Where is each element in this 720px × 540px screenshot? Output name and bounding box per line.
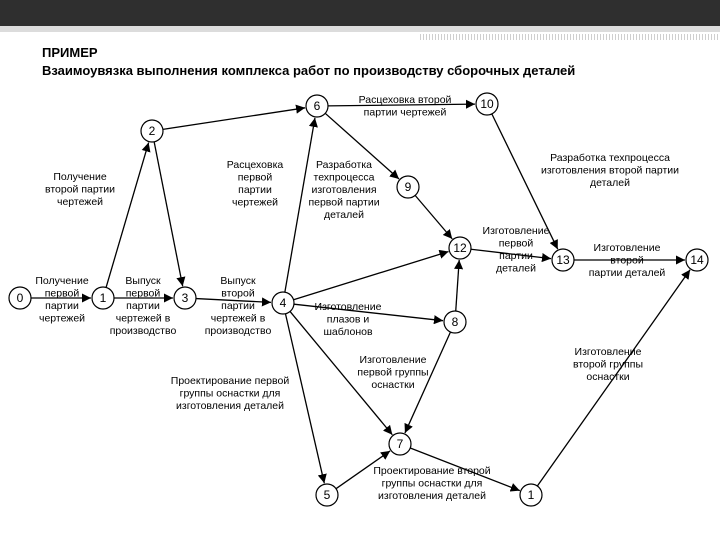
edge-label-line: Изготовление: [482, 225, 550, 237]
edge-label-7-11: [373, 465, 490, 502]
edge-2-6: [163, 108, 305, 130]
node-5: [316, 484, 338, 506]
edge-label-line: первой группы: [357, 366, 429, 379]
edge-label-line: деталей: [324, 209, 364, 221]
edge-label-line: партии: [126, 300, 160, 312]
edge-label-6-10: [359, 94, 452, 119]
node-label: 3: [181, 291, 189, 305]
node-14: [686, 249, 708, 271]
edge-label-line: чертежей: [56, 196, 104, 208]
node-label: 0: [16, 291, 24, 305]
node-0: [9, 287, 31, 309]
edge-label-line: изготовления второй партии: [540, 164, 680, 177]
edge-label-line: изготовления деталей: [378, 490, 486, 502]
edge-9-12: [415, 195, 452, 238]
node-8: [444, 311, 466, 333]
edge-label-line: плазов и: [326, 313, 370, 326]
edge-label-4-6: [227, 159, 284, 209]
node-label: 7: [396, 437, 404, 451]
edge-label-line: Расцеховка: [226, 159, 284, 171]
node-2: [141, 120, 163, 142]
edge-label-line: Изготовление: [574, 346, 642, 358]
edge-label-line: Разработка техпроцесса: [550, 152, 670, 164]
node-11: [520, 484, 542, 506]
edge-label-11-14: [573, 346, 643, 383]
node-label: 1: [527, 488, 535, 502]
edge-label-line: Проектирование второй: [373, 465, 491, 477]
edge-label-line: второй партии: [44, 183, 116, 196]
edge-label-line: партии: [221, 300, 255, 312]
node-label: 4: [279, 296, 287, 310]
node-6: [306, 95, 328, 117]
edge-label-line: техпроцесса: [313, 171, 375, 184]
page-title: ПРИМЕР: [42, 45, 98, 60]
edge-label-line: чертежей: [231, 196, 279, 209]
node-label: 6: [313, 99, 321, 113]
edge-4-5: [285, 314, 324, 484]
edge-8-12: [456, 260, 459, 311]
edge-label-line: группы оснастки для: [381, 477, 483, 490]
node-9: [397, 176, 419, 198]
node-label: 12: [453, 241, 467, 255]
edge-label-line: первой: [498, 237, 534, 250]
node-label: 9: [404, 180, 412, 194]
edge-label-line: деталей: [496, 262, 536, 275]
edge-label-line: первой: [44, 287, 80, 300]
edge-label-line: группы оснастки для: [179, 387, 281, 400]
node-label: 13: [556, 253, 570, 267]
edge-label-line: партии: [45, 300, 79, 312]
edge-label-8-7: [357, 354, 428, 391]
edge-label-line: партии: [238, 184, 272, 196]
node-label: 14: [690, 253, 704, 267]
node-1: [92, 287, 114, 309]
node-12: [449, 237, 471, 259]
edge-label-line: производство: [109, 325, 177, 337]
edge-label-0-1: [35, 275, 89, 325]
edge-label-line: шаблонов: [323, 326, 373, 338]
edge-label-line: партии чертежей: [363, 106, 447, 119]
edge-label-1-3: [110, 275, 177, 337]
edge-label-line: второй: [221, 287, 255, 300]
edge-labels-layer: [35, 94, 679, 502]
edge-label-1-2: [45, 171, 115, 208]
edge-label-4-8: [315, 301, 382, 338]
node-13: [552, 249, 574, 271]
edge-2-3: [154, 142, 183, 286]
node-label: 5: [323, 488, 331, 502]
edge-label-line: партии: [499, 250, 533, 262]
edge-label-line: деталей: [590, 177, 630, 189]
edge-label-line: производство: [204, 325, 272, 337]
edge-label-4-5: [171, 375, 290, 412]
edge-1-2: [106, 143, 149, 288]
edge-label-line: Получение: [35, 275, 89, 287]
edge-label-line: Проектирование первой: [170, 375, 290, 387]
edge-4-12: [294, 252, 449, 300]
edge-label-line: первой: [237, 171, 273, 184]
edge-label-3-4: [205, 275, 272, 337]
edge-label-line: Выпуск: [125, 275, 161, 287]
edge-label-line: Получение: [53, 171, 107, 183]
node-label: 2: [148, 124, 156, 138]
edge-label-line: Изготовление: [593, 242, 661, 254]
edge-label-line: первой партии: [308, 196, 380, 209]
node-label: 10: [480, 97, 494, 111]
edge-label-line: Выпуск: [220, 275, 256, 287]
edge-label-line: Изготовление: [359, 354, 427, 366]
edge-label-line: Разработка: [316, 159, 372, 171]
node-7: [389, 433, 411, 455]
node-4: [272, 292, 294, 314]
edge-label-line: Изготовление: [314, 301, 382, 313]
edge-label-10-13: [541, 152, 679, 189]
edge-label-line: Расцеховка второй: [358, 94, 452, 106]
edge-label-line: оснастки: [371, 379, 415, 391]
edge-label-line: оснастки: [586, 371, 630, 383]
page-subtitle: Взаимоувязка выполнения комплекса работ по производству сборочных деталей: [42, 63, 576, 78]
edge-label-line: чертежей: [38, 312, 86, 325]
edge-label-line: чертежей в: [115, 312, 171, 325]
edge-label-line: изготовления: [311, 184, 377, 196]
edge-label-line: изготовления деталей: [176, 400, 284, 412]
edge-label-line: второй группы: [572, 358, 644, 371]
node-10: [476, 93, 498, 115]
edge-label-12-13: [483, 225, 550, 275]
node-3: [174, 287, 196, 309]
node-label: 1: [99, 291, 107, 305]
node-label: 8: [451, 315, 459, 329]
edge-label-6-9: [308, 159, 379, 221]
edge-label-line: партии деталей: [588, 267, 666, 279]
edge-label-line: чертежей в: [210, 312, 266, 325]
edge-label-line: второй: [610, 254, 644, 267]
edge-label-line: первой: [125, 287, 161, 300]
